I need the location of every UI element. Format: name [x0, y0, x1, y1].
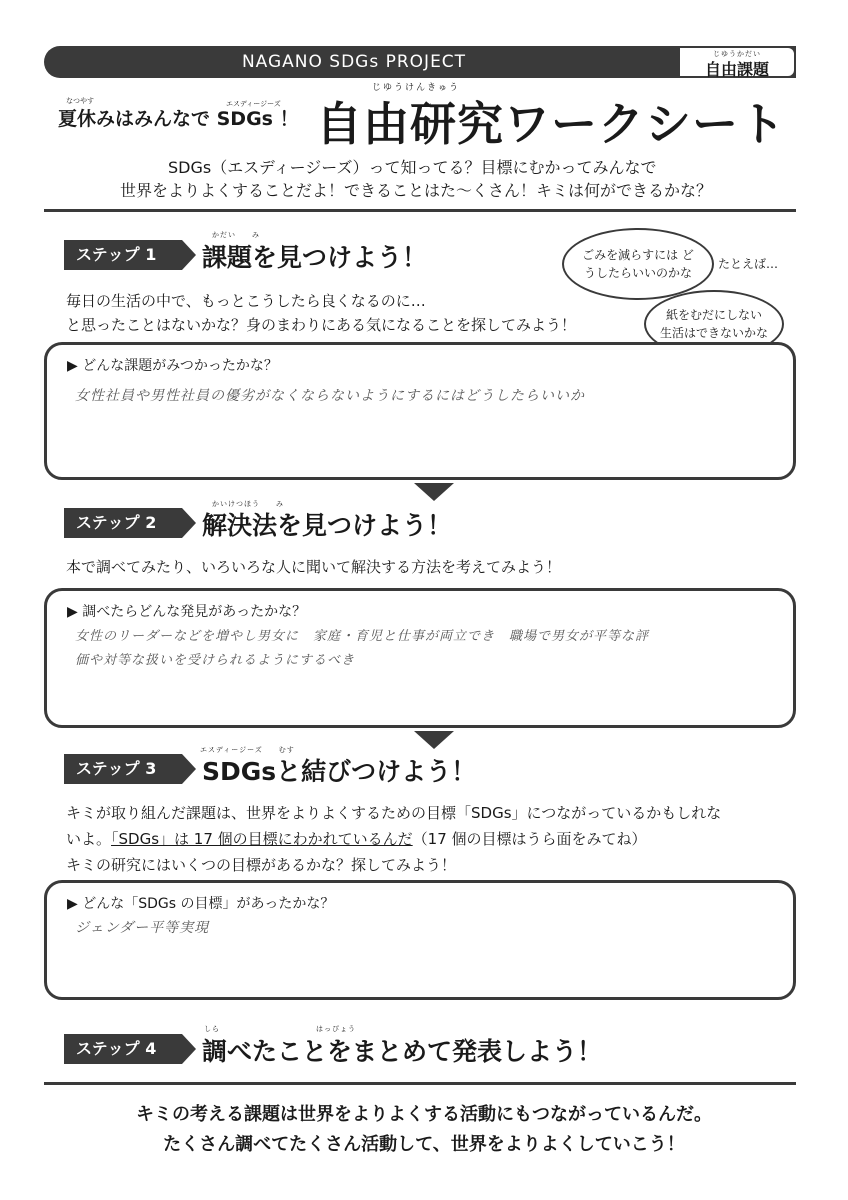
page-title: 自由研究ワークシート — [316, 97, 786, 151]
divider-top — [44, 209, 796, 212]
step-2-text-1: 本で調べてみたり、いろいろな人に聞いて解決する方法を考えてみよう！ — [66, 558, 562, 576]
step-3-text-2b: 「SDGs」は 17 個の目標にわかれているんだ — [111, 830, 413, 848]
step-4-title: 調べたことをまとめて発表しよう！ — [202, 1037, 603, 1066]
step-4-ruby: しら はっぴょう — [204, 1025, 356, 1033]
thought-bubble-garbage — [562, 228, 714, 300]
main-title-ruby: じゆうけんきゅう — [372, 83, 461, 93]
bubble-text-paper: 紙をむだにしない 生活はできないかな — [660, 308, 769, 340]
divider-bottom — [44, 1082, 796, 1085]
step-2-answer-box[interactable] — [44, 588, 796, 728]
step-3-text-3: キミの研究にはいくつの目標があるかな？探してみよう！ — [66, 856, 457, 874]
header-bar — [44, 46, 796, 78]
step-2-prompt: ▶ 調べたらどんな発見があったかな？ — [67, 604, 307, 620]
step-1-text-1: 毎日の生活の中で、もっとこうしたら良くなるのに… — [66, 292, 426, 310]
project-name: NAGANO SDGs PROJECT — [241, 52, 467, 72]
step-1-ruby: かだい み — [212, 231, 260, 239]
step-3-text-2a: いよ。 — [66, 830, 112, 848]
badge-label: 自由課題 — [704, 60, 769, 79]
step-2-tab: ステップ 2 — [64, 508, 182, 538]
bubble-text-garbage: ごみを減らすには どうしたらいいのかな — [582, 248, 694, 280]
tagline-ruby-sdgs: エスディージーズ — [226, 100, 281, 108]
step-3-answer-box[interactable] — [44, 880, 796, 1000]
down-arrow — [414, 483, 454, 501]
step-3-prompt: ▶ どんな「SDGs の目標」があったかな？ — [67, 896, 335, 912]
tagline-ruby: なつやす — [66, 97, 94, 105]
step-1-text-2: と思ったことはないかな？身のまわりにある気になることを探してみよう！ — [66, 316, 577, 334]
step-1-answer-box[interactable] — [44, 342, 796, 480]
step-2-title: 解決法を見つけよう！ — [202, 511, 453, 540]
step-3-text-2c: （17 個の目標はうら面をみてね） — [412, 830, 647, 848]
category-badge — [678, 46, 796, 78]
step-3-text-1: キミが取り組んだ課題は、世界をよりよくするための目標「SDGs」につながっているかもしれな — [66, 804, 722, 822]
step-2-ruby: かいけつほう み — [212, 500, 284, 508]
step-4-tab: ステップ 4 — [64, 1034, 182, 1064]
example-label: たとえば… — [718, 257, 779, 271]
step-2-answer-line-2: 価や対等な扱いを受けられるようにするべき — [75, 653, 356, 668]
step-1-answer: 女性社員や男性社員の優劣がなくならないようにするにはどうしたらいいか — [75, 388, 585, 404]
step-3-title: SDGsと結びつけよう！ — [202, 757, 477, 786]
down-arrow — [414, 731, 454, 749]
step-1-prompt: ▶ どんな課題がみつかったかな？ — [67, 358, 278, 374]
step-2-answer-line-1: 女性のリーダーなどを増やし男女に 家庭・育児と仕事が両立でき 職場で男女が平等な評 — [75, 629, 650, 644]
footer-line-2: たくさん調べてたくさん活動して、世界をよりよくしていこう！ — [163, 1134, 685, 1155]
badge-ruby: じゆうかだい — [713, 50, 761, 58]
intro-line-1: SDGs（エスディージーズ）って知ってる？目標にむかってみんなで — [168, 158, 657, 177]
intro-line-2: 世界をよりよくすることだよ！できることはた～くさん！キミは何ができるかな？ — [120, 181, 713, 200]
step-3-text-2 — [66, 828, 647, 849]
tagline: 夏休みはみんなで SDGs ！ — [58, 108, 299, 130]
step-1-title: 課題を見つけよう！ — [202, 243, 428, 272]
step-3-ruby: エスディージーズ むす — [200, 746, 295, 754]
step-3-tab: ステップ 3 — [64, 754, 182, 784]
step-1-tab: ステップ 1 — [64, 240, 182, 270]
footer-line-1: キミの考える課題は世界をよりよくする活動にもつながっているんだ。 — [136, 1104, 712, 1125]
step-3-answer: ジェンダー平等実現 — [75, 920, 210, 936]
